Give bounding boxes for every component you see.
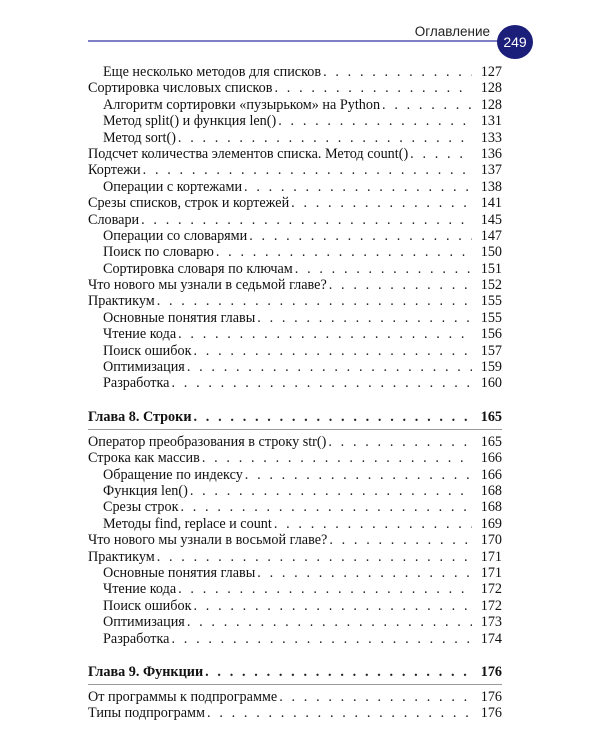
toc-entry[interactable] [88,212,502,228]
leader-dots [178,326,472,342]
toc-entry-page: 133 [480,129,502,146]
leader-dots [279,689,472,705]
leader-dots [141,212,472,228]
toc-entry[interactable] [88,581,502,597]
toc-entry[interactable] [88,516,502,532]
leader-dots [178,581,472,597]
toc-entry-title: Обращение по индексу [103,466,243,483]
leader-dots [274,516,472,532]
leader-dots [328,434,472,450]
toc-entry-title: Функция len() [103,482,188,499]
toc-entry-page: 145 [480,211,502,228]
toc-entry[interactable] [88,631,502,647]
leader-dots [323,64,472,80]
toc-entry-title: Сортировка словаря по ключам [103,260,293,277]
toc-entry-title: Срезы строк [103,499,179,516]
toc-entry-page: 156 [480,326,502,343]
leader-dots [410,146,472,162]
leader-dots [143,162,472,178]
toc-entry[interactable] [88,80,502,96]
leader-dots [205,663,472,682]
leader-dots [180,499,472,515]
toc-entry-page: 150 [480,244,502,261]
toc-entry-page: 152 [480,277,502,294]
toc-entry-title: Что нового мы узнали в восьмой главе? [88,532,328,549]
toc-entry-page: 128 [480,96,502,113]
toc-entry[interactable] [88,228,502,244]
leader-dots [274,80,472,96]
leader-dots [202,450,472,466]
toc-block-chapter8 [88,434,502,647]
toc-entry[interactable] [88,261,502,277]
toc-entry-title: Сортировка числовых списков [88,80,273,97]
toc-entry-page: 157 [480,342,502,359]
toc-entry-page: 159 [480,359,502,376]
toc-entry[interactable] [88,179,502,195]
page-header [0,0,600,60]
chapter-9-heading[interactable] [88,663,502,682]
leader-dots [245,467,472,483]
toc-entry[interactable] [88,195,502,211]
toc-entry-title: Чтение кода [103,326,177,343]
toc-entry-page: 138 [480,178,502,195]
leader-dots [190,483,472,499]
toc-entry[interactable] [88,359,502,375]
toc-entry-title: Оператор преобразования в строку str() [88,433,327,450]
toc-entry-page: 169 [480,515,502,532]
toc-entry[interactable] [88,64,502,80]
chapter-divider [88,429,502,430]
toc-entry-page: 166 [480,450,502,467]
leader-dots [257,565,472,581]
toc-entry-title: Операции с кортежами [103,178,243,195]
leader-dots [187,614,472,630]
toc-entry-page: 171 [480,548,502,565]
toc-entry-title: Основные понятия главы [103,564,256,581]
toc-entry-title: Разработка [103,630,170,647]
toc-entry[interactable] [88,434,502,450]
toc-entry-page: 168 [480,482,502,499]
toc-entry-page: 174 [480,630,502,647]
header-rule [88,40,512,42]
toc-entry-page: 168 [480,499,502,516]
toc-entry[interactable] [88,499,502,515]
toc-entry-title: Операции со словарями [103,227,248,244]
leader-dots [194,408,472,427]
toc-entry-title: Словари [88,211,140,228]
toc-entry-page: 136 [480,145,502,162]
toc-block-chapter9 [88,689,502,722]
toc-entry-title: Кортежи [88,162,141,179]
toc-entry-title: Еще несколько методов для списков [103,64,322,80]
leader-dots [382,97,472,113]
toc-entry-title: Поиск ошибок [103,597,192,614]
toc-entry[interactable] [88,532,502,548]
toc-entry-title: Что нового мы узнали в седьмой главе? [88,277,327,294]
toc-entry-title: Типы подпрограмм [88,705,206,722]
toc-entry[interactable] [88,343,502,359]
leader-dots [249,228,472,244]
leader-dots [157,549,472,565]
toc-entry-page: 160 [480,375,502,392]
toc-entry-page: 173 [480,614,502,631]
table-of-contents [88,64,502,722]
leader-dots [194,598,473,614]
toc-entry-page: 165 [480,433,502,450]
toc-entry-page: 141 [480,195,502,212]
toc-entry-title: Чтение кода [103,581,177,598]
toc-entry[interactable] [88,113,502,129]
toc-entry[interactable] [88,598,502,614]
toc-entry-page: 155 [480,293,502,310]
chapter-8-heading[interactable] [88,408,502,427]
leader-dots [329,532,472,548]
leader-dots [329,277,472,293]
toc-entry[interactable] [88,146,502,162]
toc-entry-page: 172 [480,581,502,598]
page-number-badge: 249 [497,25,533,59]
toc-entry-page: 147 [480,227,502,244]
toc-entry-title: Разработка [103,375,170,392]
toc-entry[interactable] [88,614,502,630]
toc-entry-title: Метод sort() [103,129,176,146]
toc-entry[interactable] [88,293,502,309]
leader-dots [187,359,472,375]
toc-entry-title: Оптимизация [103,359,185,376]
toc-entry[interactable] [88,689,502,705]
toc-entry-page: 165 [480,408,502,425]
toc-entry-page: 166 [480,466,502,483]
toc-entry-page: 171 [480,564,502,581]
toc-entry-title: Методы find, replace и count [103,515,272,532]
toc-entry-page: 128 [480,80,502,97]
toc-entry-title: Метод split() и функция len() [103,113,277,130]
toc-entry-title: Глава 9. Функции [88,663,204,680]
toc-block-chapter7 [88,64,502,392]
toc-entry-page: 176 [480,663,502,680]
leader-dots [178,130,472,146]
toc-entry-page: 151 [480,260,502,277]
leader-dots [278,113,472,129]
leader-dots [295,261,472,277]
leader-dots [171,631,472,647]
toc-entry-page: 137 [480,162,502,179]
toc-entry-title: От программы к подпрограмме [88,688,278,705]
leader-dots [194,343,473,359]
leader-dots [157,293,472,309]
leader-dots [207,705,472,721]
toc-entry[interactable] [88,97,502,113]
leader-dots [171,375,472,391]
toc-entry[interactable] [88,549,502,565]
toc-entry[interactable] [88,277,502,293]
toc-entry[interactable] [88,375,502,391]
toc-entry-page: 155 [480,309,502,326]
toc-entry[interactable] [88,162,502,178]
toc-entry-page: 176 [480,688,502,705]
toc-entry-title: Срезы списков, строк и кортежей [88,195,290,212]
toc-entry-title: Практикум [88,293,155,310]
leader-dots [257,310,472,326]
toc-entry-page: 176 [480,705,502,722]
toc-entry[interactable] [88,705,502,721]
toc-entry-page: 170 [480,532,502,549]
toc-entry[interactable] [88,130,502,146]
toc-entry-title: Алгоритм сортировки «пузырьком» на Python [103,96,381,113]
leader-dots [291,195,472,211]
toc-entry[interactable] [88,326,502,342]
toc-entry-title: Практикум [88,548,155,565]
toc-entry-title: Строка как массив [88,450,200,467]
toc-entry[interactable] [88,467,502,483]
toc-entry-title: Глава 8. Строки [88,408,192,425]
toc-entry[interactable] [88,450,502,466]
toc-entry[interactable] [88,244,502,260]
toc-entry-title: Оптимизация [103,614,185,631]
section-title: Оглавление [414,24,490,39]
toc-entry-page: 131 [480,113,502,130]
chapter-divider [88,684,502,685]
toc-entry[interactable] [88,483,502,499]
toc-entry-page: 172 [480,597,502,614]
toc-entry[interactable] [88,565,502,581]
toc-entry-title: Поиск ошибок [103,342,192,359]
leader-dots [216,244,472,260]
leader-dots [244,179,472,195]
toc-entry-title: Основные понятия главы [103,309,256,326]
toc-entry[interactable] [88,310,502,326]
toc-entry-title: Поиск по словарю [103,244,214,261]
toc-entry-title: Подсчет количества элементов списка. Метод count() [88,145,409,162]
toc-entry-page: 127 [480,64,502,80]
